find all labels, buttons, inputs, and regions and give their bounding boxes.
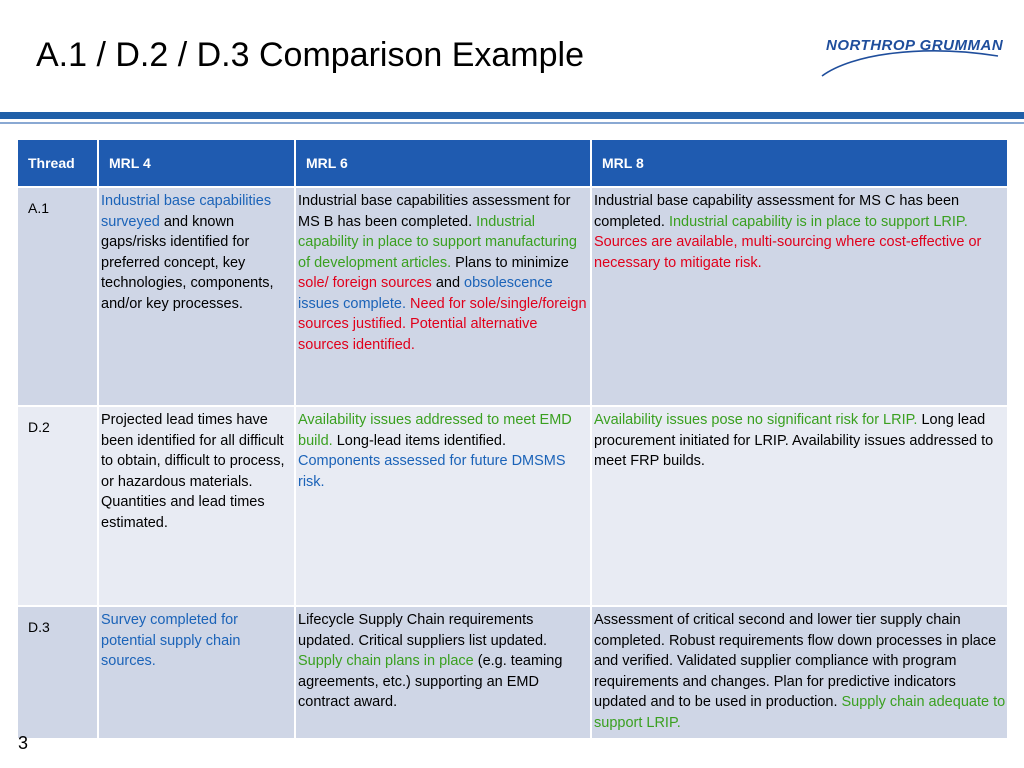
header-mrl8: MRL 8 bbox=[591, 140, 1008, 187]
table-row bbox=[18, 606, 1008, 738]
thread-cell: A.1 bbox=[18, 187, 98, 406]
header-thread: Thread bbox=[18, 140, 98, 187]
cell-text-run: Need for sole/single/foreign sources justified. Potential alternative sources identified. bbox=[298, 295, 587, 353]
cell-text-run: sole/ foreign sources bbox=[298, 275, 432, 291]
cell-text-run: Supply chain plans in place bbox=[298, 653, 474, 669]
mrl4-cell bbox=[98, 406, 295, 606]
cell-text-run: Assessment of critical second and lower tier supply chain completed. Robust requirements flow down processes in place and verified. Validated supplier compliance with program requirements and changes. Plan for predictive indicators updated and to be used in production. bbox=[594, 612, 997, 710]
cell-text-run: Sources are available, multi-sourcing where cost-effective or necessary to mitigate risk. bbox=[594, 234, 982, 271]
cell-text-run: Survey completed for potential supply chain sources. bbox=[101, 612, 241, 669]
mrl4-cell bbox=[98, 606, 295, 738]
slide-title: A.1 / D.2 / D.3 Comparison Example bbox=[36, 36, 585, 74]
northrop-grumman-logo bbox=[812, 26, 1002, 82]
cell-text-run: and bbox=[431, 275, 465, 291]
mrl8-cell bbox=[591, 606, 1008, 738]
mrl8-cell bbox=[591, 187, 1008, 406]
thread-cell: D.2 bbox=[18, 406, 98, 606]
logo-wordmark: NORTHROP GRUMMAN bbox=[826, 37, 1004, 54]
cell-text-run: Availability issues pose no significant risk for LRIP. bbox=[594, 412, 918, 428]
table-row bbox=[18, 187, 1008, 406]
mrl8-cell bbox=[591, 406, 1008, 606]
cell-text-run: Industrial base capabilities assessment for MS B has been completed. bbox=[298, 193, 571, 230]
header-rule-thin bbox=[0, 122, 1024, 124]
header-mrl4: MRL 4 bbox=[98, 140, 295, 187]
cell-text-run: Lifecycle Supply Chain requirements updated. Critical suppliers list updated. bbox=[298, 612, 548, 649]
table-header-row bbox=[18, 140, 1008, 187]
cell-text-run: Industrial base capability assessment for MS C has been completed. bbox=[594, 193, 960, 230]
cell-text-run: Plans to minimize bbox=[451, 254, 569, 271]
page-number: 3 bbox=[18, 733, 29, 753]
comparison-table bbox=[18, 140, 1009, 738]
cell-text-run: Industrial base capabilities surveyed bbox=[101, 193, 272, 230]
cell-text-run: (e.g. teaming agreements, etc.) supporting an EMD contract award. bbox=[298, 653, 563, 710]
cell-text-run: Long-lead items identified. bbox=[332, 432, 506, 449]
mrl6-cell bbox=[295, 606, 591, 738]
header-mrl6: MRL 6 bbox=[295, 140, 591, 187]
mrl6-cell bbox=[295, 406, 591, 606]
thread-cell: D.3 bbox=[18, 606, 98, 738]
cell-text-run: Long lead procurement initiated for LRIP. Availability issues addressed to meet FRP builds. bbox=[594, 412, 994, 469]
mrl4-cell bbox=[98, 187, 295, 406]
mrl6-cell bbox=[295, 187, 591, 406]
cell-text-run: and known gaps/risks identified for preferred concept, key technologies, components, and/or key processes. bbox=[101, 213, 274, 312]
cell-text-run: Industrial capability in place to support manufacturing of development articles. bbox=[298, 213, 577, 271]
cell-text-run: Supply chain adequate to support LRIP. bbox=[594, 694, 1006, 731]
cell-text-run: Availability issues addressed to meet EMD build. bbox=[298, 412, 572, 449]
table-row bbox=[18, 406, 1008, 606]
cell-text-run: Projected lead times have been identified for all difficult to obtain, difficult to process, or hazardous materials. Quantities and lead times estimated. bbox=[101, 412, 285, 531]
cell-text-run: Components assessed for future DMSMS risk. bbox=[298, 453, 566, 490]
cell-text-run: Industrial capability is in place to support LRIP. bbox=[668, 213, 968, 230]
header-rule bbox=[0, 112, 1024, 119]
cell-text-run: obsolescence issues complete. bbox=[298, 275, 553, 312]
